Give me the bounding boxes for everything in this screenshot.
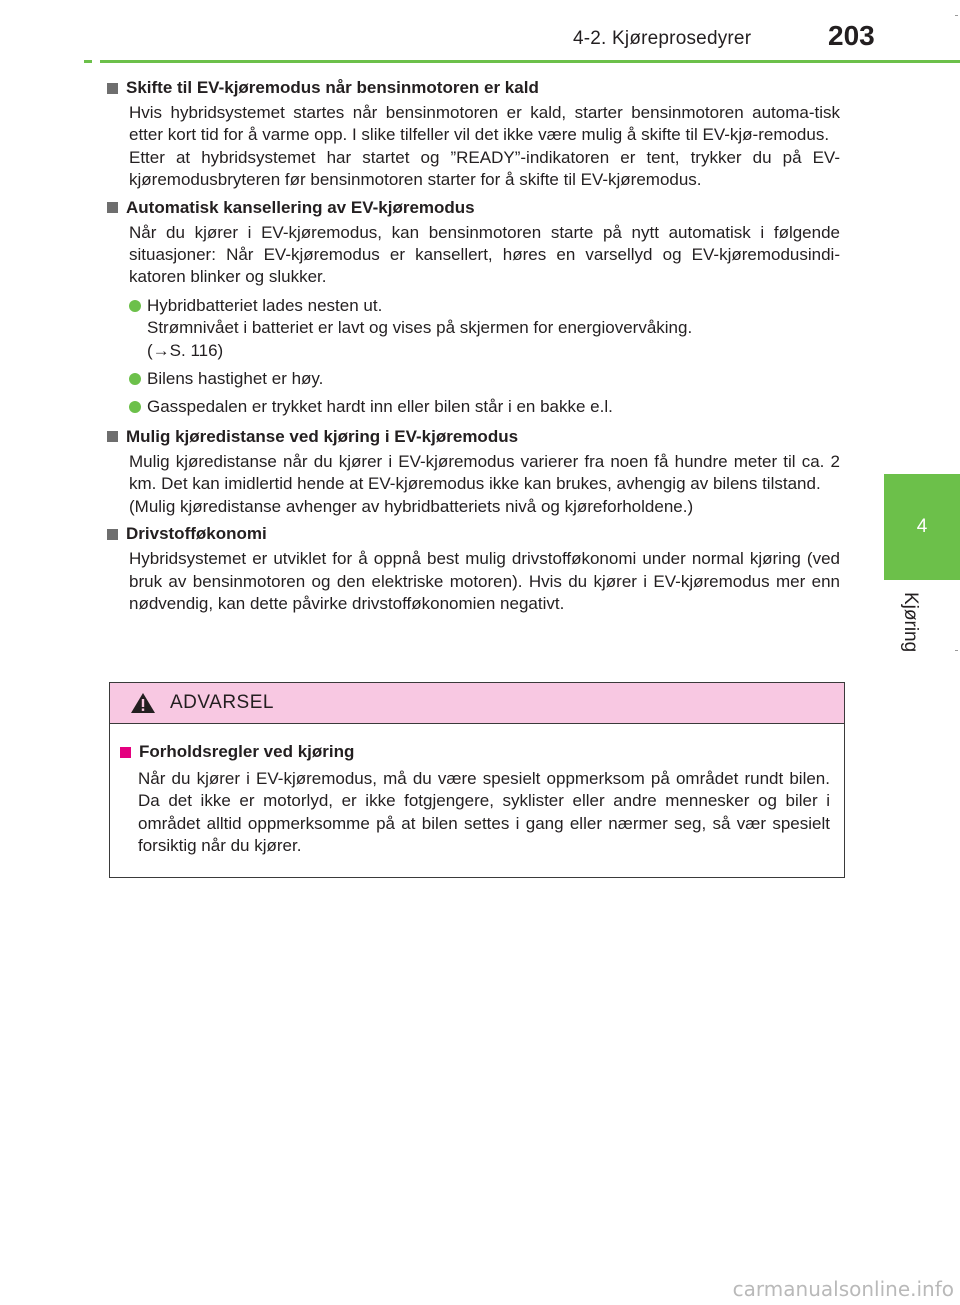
list-item: Gasspedalen er trykket hardt inn eller bilen står i en bakke e.l. [129,396,840,418]
header-rule [100,60,960,63]
section-title: Automatisk kansellering av EV-kjøremodus [126,197,475,217]
page-number: 203 [828,20,875,51]
chapter-number: 4 [916,516,928,537]
main-content [107,72,840,619]
watermark: carmanualsonline.info [732,1277,954,1301]
warning-header [110,683,844,724]
crop-mark [955,650,958,651]
list-item: Hybridbatteriet lades nesten ut. Strømnivået i batteriet er lavt og vises på skjermen for energiovervåking. (→S. 116) [129,295,840,362]
bullet-dot-icon [129,401,141,413]
square-bullet-icon [107,83,118,94]
warning-subtitle: Forholdsregler ved kjøring [139,742,355,761]
warning-box [109,682,845,878]
section-auto-cancel [107,196,840,419]
crop-mark [955,15,958,16]
chapter-label: Kjøring [900,592,921,653]
section-paragraph: Når du kjører i EV-kjøremodus, kan bensinmotoren starte på nytt automatisk i følgende situasjoner: Når EV-kjøremodus er kansellert, høres en varsellyd og EV-kjøremodusindi-katoren blinker og slukker. [129,222,840,287]
section-heading: 4-2. Kjøreprosedyrer [573,28,752,49]
section-fuel-economy [107,522,840,615]
warning-text: Når du kjører i EV-kjøremodus, må du være spesielt oppmerksom på området rundt bilen. Da det ikke er motorlyd, er ikke fotgjengere, syklister eller andre mennesker og biler i området alltid oppmerksomme på at bilen settes i gang eller nærmer seg, så vær spesielt forsiktig når du kjører. [138,769,830,856]
chapter-tab[interactable] [884,474,960,580]
warning-triangle-icon [130,692,156,714]
section-paragraph: Hybridsystemet er utviklet for å oppnå best mulig drivstofføkonomi under normal kjøring (ved bruk av bensinmotoren og den elektriske motoren). Hvis du kjører i EV-kjøremodus mer enn nødvendig, kan dette påvirke drivstofføkonomien negativt. [129,549,840,613]
square-bullet-icon [107,431,118,442]
section-title: Mulig kjøredistanse ved kjøring i EV-kjøremodus [126,426,519,446]
section-title: Drivstofføkonomi [126,524,267,544]
square-bullet-icon [120,747,131,758]
section-driving-range [107,425,840,518]
bullet-dot-icon [129,300,141,312]
bullet-dot-icon [129,373,141,385]
warning-title: ADVARSEL [170,692,274,713]
page-reference-link[interactable]: (→S. 116) [147,340,224,360]
header-rule-accent [84,60,92,63]
section-paragraph: Mulig kjøredistanse når du kjører i EV-kjøremodus varierer fra noen få hundre meter til ca. 2 km. Det kan imidlertid hende at EV-kjøremodus ikke kan brukes, avhengig av bilens tilstand. (Mulig kjøredistanse avhenger av hybridbatteriets nivå og kjøreforholdene.) [129,451,840,516]
section-title: Skifte til EV-kjøremodus når bensinmotoren er kald [126,78,539,97]
square-bullet-icon [107,529,118,540]
section-paragraph: Hvis hybridsystemet startes når bensinmotoren er kald, starter bensinmotoren automa-tisk etter kort tid for å varme opp. I slike tilfeller vil det ikke være mulig å skifte til EV-kjø-remodus. Etter at hybridsystemet har startet og ”READY”-indikatoren er tent, trykker du på EV-kjøremodusbryteren før bensinmotoren starter for å skifte til EV-kjøremodus. [129,103,840,190]
square-bullet-icon [107,202,118,213]
list-item: Bilens hastighet er høy. [129,368,840,390]
section-cold-engine [107,76,840,192]
